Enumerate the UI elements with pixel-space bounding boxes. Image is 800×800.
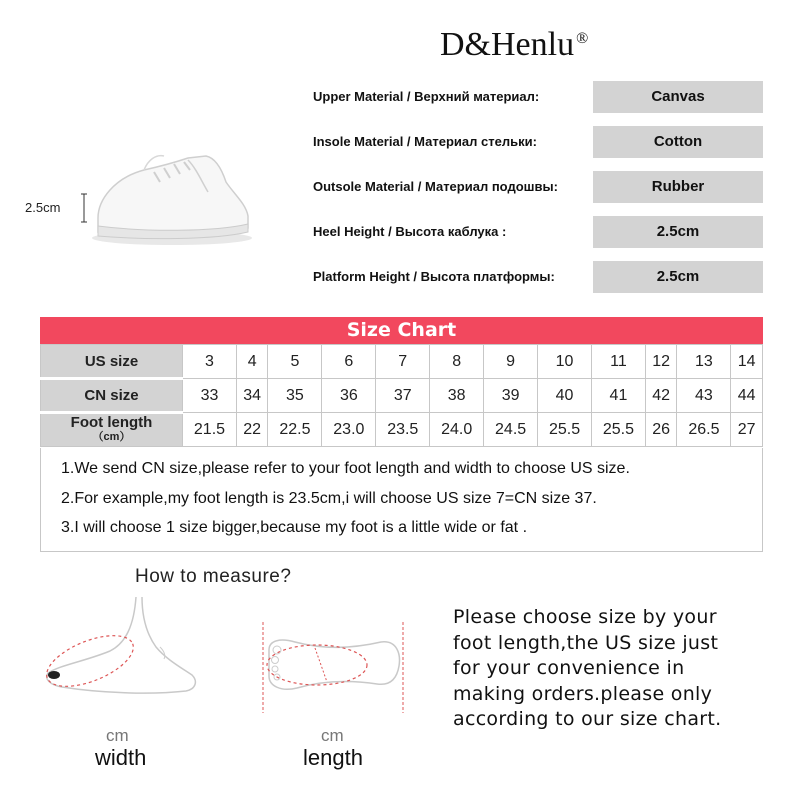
- size-cell: 23.0: [322, 413, 376, 447]
- size-cell: 33: [183, 379, 237, 413]
- size-cell: 34: [236, 379, 268, 413]
- foot-top-view-icon: [255, 620, 410, 715]
- size-cell: 24.5: [484, 413, 538, 447]
- spec-row-heel-height: [313, 216, 765, 248]
- size-cell: 11: [591, 345, 645, 379]
- size-cell: 26.5: [677, 413, 731, 447]
- advice-line: Please choose size by your: [453, 606, 717, 628]
- advice-line: according to our size chart.: [453, 708, 722, 730]
- spec-value: Cotton: [593, 126, 763, 158]
- size-cell: 23.5: [376, 413, 430, 447]
- advice-line: foot length,the US size just: [453, 631, 719, 654]
- size-row-label: [41, 345, 183, 379]
- registered-mark: ®: [576, 30, 589, 47]
- size-cell: 36: [322, 379, 376, 413]
- length-caption: length: [303, 745, 363, 770]
- spec-value: Canvas: [593, 81, 763, 113]
- size-cell: 42: [645, 379, 677, 413]
- size-row-label: [41, 413, 183, 447]
- width-caption: width: [95, 745, 147, 770]
- row-label-text: CN size: [84, 387, 139, 404]
- spec-row-platform-height: [313, 261, 765, 293]
- size-cell: 14: [731, 345, 763, 379]
- brand-logo: [440, 26, 660, 72]
- size-chart-table: [40, 344, 763, 447]
- size-cell: 39: [484, 379, 538, 413]
- advice-line: for your convenience in: [453, 657, 685, 679]
- size-cell: 43: [677, 379, 731, 413]
- note-2: 2.For example,my foot length is 23.5cm,i will choose US size 7=CN size 37.: [61, 490, 597, 507]
- spec-row-outsole: [313, 171, 765, 203]
- sneaker-image: [84, 148, 254, 248]
- spec-label: Insole Material / Материал стельки:: [313, 134, 537, 149]
- size-cell: 9: [484, 345, 538, 379]
- size-cell: 12: [645, 345, 677, 379]
- size-advice-text: [453, 605, 773, 733]
- row-sublabel-text: （cm）: [92, 431, 131, 443]
- size-cell: 10: [538, 345, 592, 379]
- size-cell: 24.0: [430, 413, 484, 447]
- size-cell: 21.5: [183, 413, 237, 447]
- size-chart-title: Size Chart: [40, 317, 763, 344]
- length-unit: cm: [321, 726, 344, 745]
- how-to-measure-title: How to measure?: [135, 566, 292, 587]
- size-cell: 26: [645, 413, 677, 447]
- note-3: 3.I will choose 1 size bigger,because my foot is a little wide or fat .: [61, 519, 528, 536]
- note-1: 1.We send CN size,please refer to your foot length and width to choose US size.: [61, 460, 630, 477]
- brand-name: D&Henlu: [440, 26, 575, 63]
- row-label-text: US size: [84, 352, 139, 370]
- spec-value: 2.5cm: [593, 216, 763, 248]
- size-cell: 35: [268, 379, 322, 413]
- size-cell: 3: [183, 345, 237, 379]
- height-dimension-icon: [80, 193, 88, 223]
- size-cell: 40: [538, 379, 592, 413]
- size-cell: 25.5: [538, 413, 592, 447]
- size-cell: 37: [376, 379, 430, 413]
- size-cell: 13: [677, 345, 731, 379]
- size-row: [41, 345, 763, 379]
- size-cell: 8: [430, 345, 484, 379]
- spec-label: Platform Height / Высота платформы:: [313, 269, 555, 284]
- heel-height-label: 2.5cm: [25, 200, 61, 215]
- size-cell: 38: [430, 379, 484, 413]
- size-cell: 5: [268, 345, 322, 379]
- spec-row-insole: [313, 126, 765, 158]
- size-cell: 41: [591, 379, 645, 413]
- spec-row-upper: [313, 81, 765, 113]
- foot-side-view-icon: [30, 595, 230, 705]
- spec-label: Heel Height / Высота каблука :: [313, 224, 507, 239]
- size-row: [41, 413, 763, 447]
- size-cell: 44: [731, 379, 763, 413]
- size-cell: 4: [236, 345, 268, 379]
- size-cell: 22: [236, 413, 268, 447]
- size-notes: [40, 448, 763, 552]
- size-row: [41, 379, 763, 413]
- size-cell: 7: [376, 345, 430, 379]
- advice-line: making orders.please only: [453, 682, 713, 705]
- size-row-label: [41, 379, 183, 413]
- size-cell: 25.5: [591, 413, 645, 447]
- size-cell: 27: [731, 413, 763, 447]
- spec-value: 2.5cm: [593, 261, 763, 293]
- width-unit: cm: [106, 726, 129, 745]
- spec-label: Upper Material / Верхний материал:: [313, 89, 540, 104]
- size-cell: 6: [322, 345, 376, 379]
- spec-value: Rubber: [593, 171, 763, 203]
- size-cell: 22.5: [268, 413, 322, 447]
- spec-label: Outsole Material / Материал подошвы:: [313, 179, 558, 194]
- row-label-text: Foot length: [70, 414, 153, 431]
